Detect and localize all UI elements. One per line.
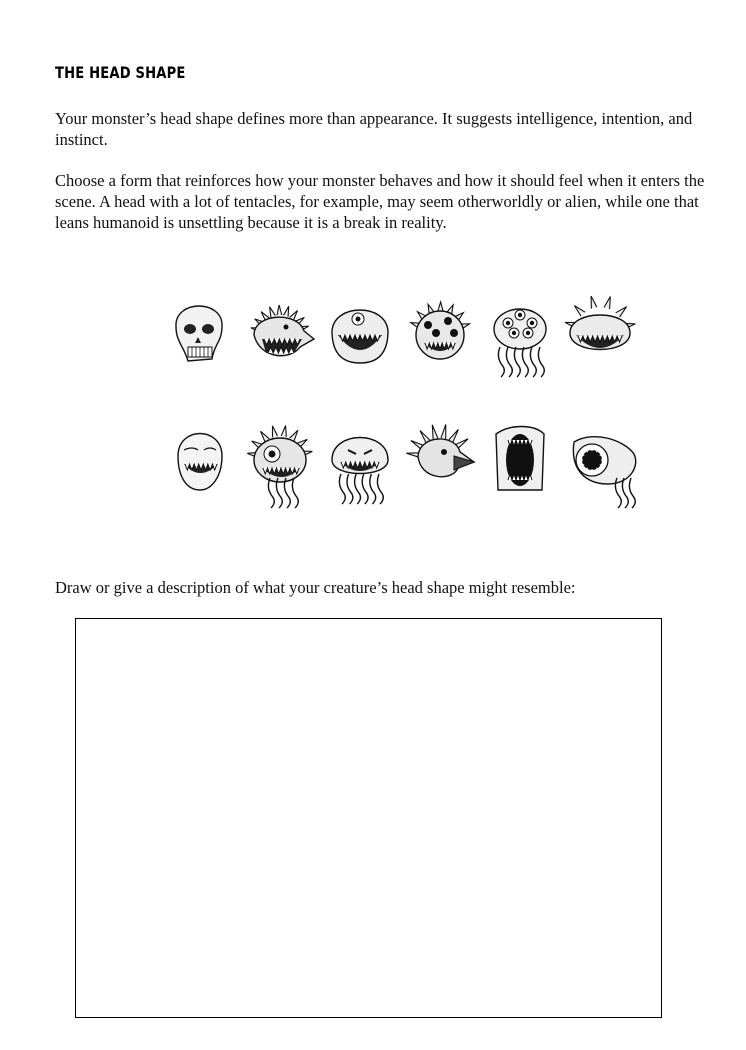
spiky-eyed-head-icon — [411, 302, 470, 359]
intro-paragraph: Your monster’s head shape defines more than appearance. It suggests intelligence, intention, and instinct. — [55, 109, 693, 149]
tentacle-eyes-head-icon — [494, 309, 546, 377]
skull-head-icon — [176, 306, 222, 361]
fish-maw-head-icon — [332, 310, 388, 363]
monster-heads-grid — [160, 290, 640, 510]
bug-eyed-crested-head-icon — [247, 425, 312, 508]
tentacle-jaw-head-icon — [332, 438, 388, 505]
wolf-head-icon — [251, 305, 314, 356]
monster-heads-illustration — [160, 290, 640, 510]
horned-grin-head-icon — [565, 296, 635, 349]
bird-beak-head-icon — [406, 424, 474, 476]
page-title: THE HEAD SHAPE — [55, 63, 186, 82]
drawing-prompt: Draw or give a description of what your creature’s head shape might resemble: — [55, 578, 576, 597]
humanoid-grin-head-icon — [178, 434, 222, 491]
guidance-paragraph: Choose a form that reinforces how your monster behaves and how it should feel when it enters the scene. A head with a lot of tentacles, for example, may seem otherworldly or alien, while one that leans humanoid is unsettling because it is a break in reality. — [55, 171, 705, 232]
drawing-area[interactable] — [75, 618, 662, 1018]
open-tube-maw-head-icon — [496, 427, 544, 491]
lamprey-worm-head-icon — [573, 437, 635, 508]
